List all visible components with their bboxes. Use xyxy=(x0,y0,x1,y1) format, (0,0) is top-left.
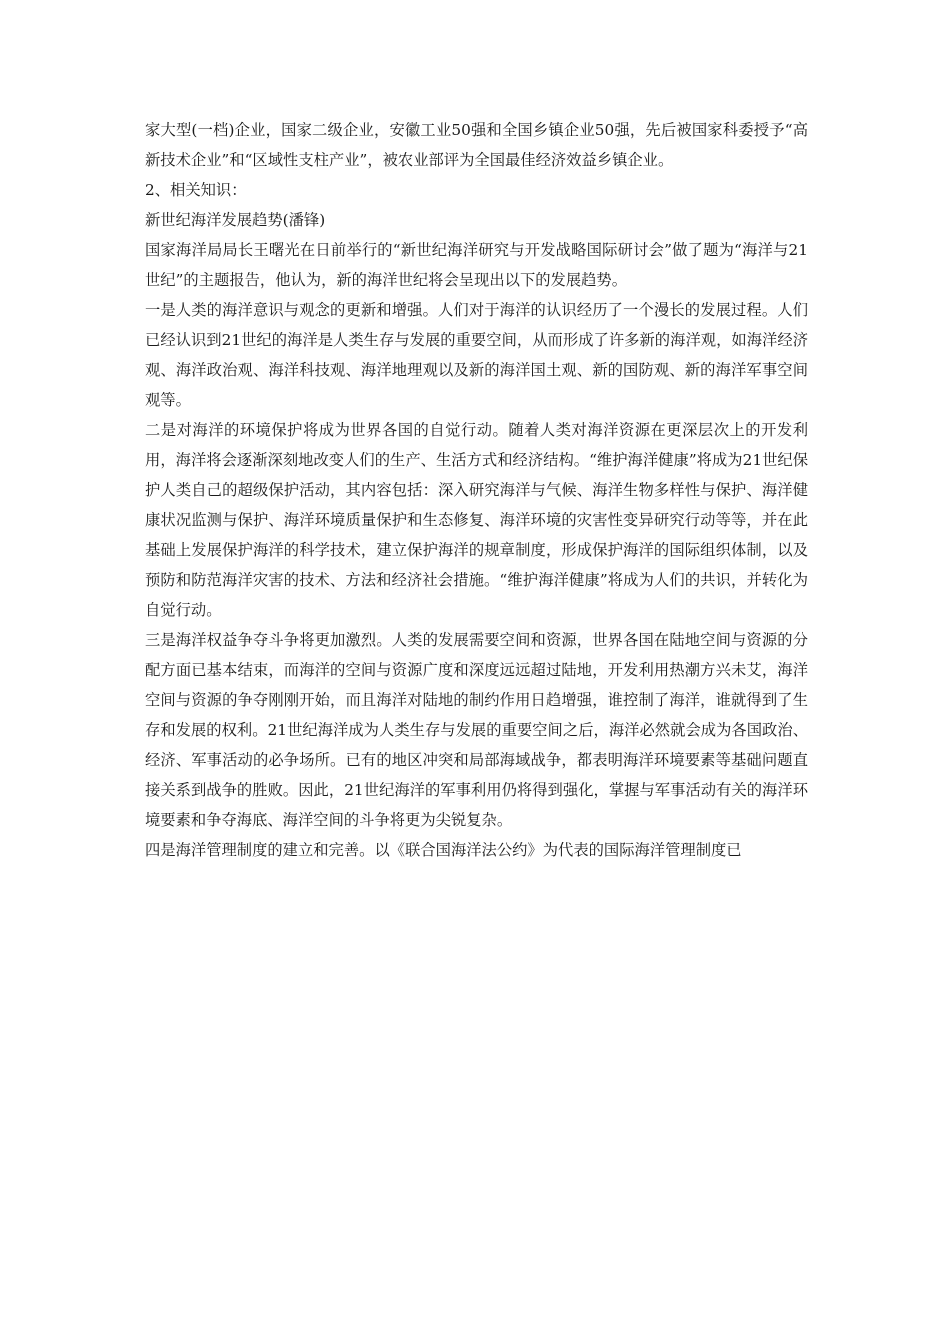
paragraph-trend-four: 四是海洋管理制度的建立和完善。以《联合国海洋法公约》为代表的国际海洋管理制度已 xyxy=(145,841,742,859)
section-heading-related-knowledge: 2、相关知识： xyxy=(145,181,247,199)
paragraph-trend-one: 一是人类的海洋意识与观念的更新和增强。人们对于海洋的认识经历了一个漫长的发展过程。人们已经认识到21世纪的海洋是人类生存与发展的重要空间，从而形成了许多新的海洋观，如海洋经济观、海洋政治观、海洋科技观、海洋地理观以及新的海洋国土观、新的国防观、新的海洋军事空间观等。 xyxy=(145,301,808,409)
paragraph-company-intro: 家大型(一档)企业，国家二级企业，安徽工业50强和全国乡镇企业50强，先后被国家科委授予“高新技术企业”和“区域性支柱产业”，被农业部评为全国最佳经济效益乡镇企业。 xyxy=(145,121,808,169)
paragraph-trend-three: 三是海洋权益争夺斗争将更加激烈。人类的发展需要空间和资源，世界各国在陆地空间与资源的分配方面已基本结束，而海洋的空间与资源广度和深度远远超过陆地，开发利用热潮方兴未艾，海洋空间与资源的争夺刚刚开始，而且海洋对陆地的制约作用日趋增强，谁控制了海洋，谁就得到了生存和发展的权利。21世纪海洋成为人类生存与发展的重要空间之后，海洋必然就会成为各国政治、经济、军事活动的必争场所。已有的地区冲突和局部海域战争，都表明海洋环境要素等基础问题直接关系到战争的胜败。因此，21世纪海洋的军事利用仍将得到强化，掌握与军事活动有关的海洋环境要素和争夺海底、海洋空间的斗争将更为尖锐复杂。 xyxy=(145,631,808,829)
document-body xyxy=(145,115,808,865)
article-title: 新世纪海洋发展趋势(潘锋) xyxy=(145,211,326,229)
paragraph-report-intro: 国家海洋局局长王曙光在日前举行的“新世纪海洋研究与开发战略国际研讨会”做了题为“海洋与21世纪”的主题报告，他认为，新的海洋世纪将会呈现出以下的发展趋势。 xyxy=(145,241,808,289)
paragraph-trend-two: 二是对海洋的环境保护将成为世界各国的自觉行动。随着人类对海洋资源在更深层次上的开发利用，海洋将会逐渐深刻地改变人们的生产、生活方式和经济结构。“维护海洋健康”将成为21世纪保护人类自己的超级保护活动，其内容包括：深入研究海洋与气候、海洋生物多样性与保护、海洋健康状况监测与保护、海洋环境质量保护和生态修复、海洋环境的灾害性变异研究行动等等，并在此基础上发展保护海洋的科学技术，建立保护海洋的规章制度，形成保护海洋的国际组织体制，以及预防和防范海洋灾害的技术、方法和经济社会措施。“维护海洋健康”将成为人们的共识，并转化为自觉行动。 xyxy=(145,421,808,619)
